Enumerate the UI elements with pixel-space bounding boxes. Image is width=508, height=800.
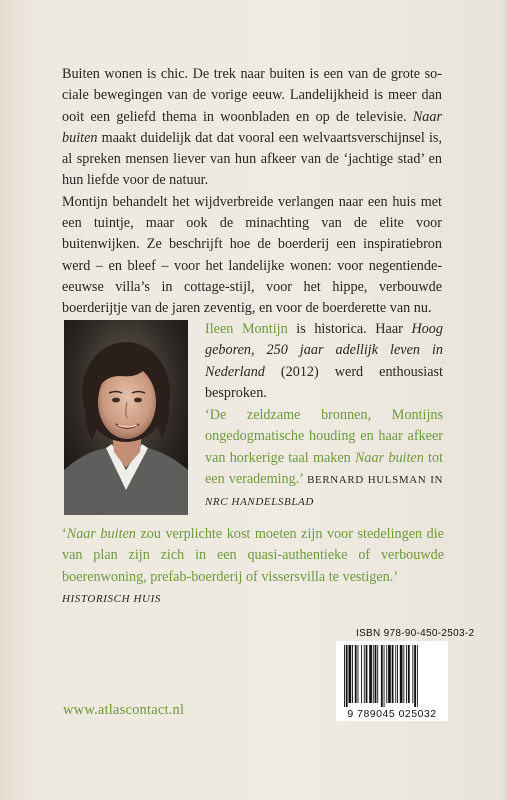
barcode-bar	[364, 645, 365, 703]
author-previous-book: Hoog geboren, 250 jaar adellijk leven in Nederland	[205, 321, 443, 380]
barcode-bar	[388, 645, 391, 703]
review-quote-nrc	[205, 405, 443, 513]
blurb-paragraph-1	[62, 64, 442, 192]
author-portrait-illustration	[64, 320, 188, 515]
barcode-bar	[355, 645, 357, 703]
barcode-bar	[346, 645, 348, 707]
barcode-bar	[384, 645, 385, 707]
blurb-p1-text-a: Buiten wonen is chic. De trek naar buiten is een van de grote so-ciale bewegingen van de vorige eeuw. Landelijkheid is meer dan ooit een geliefd thema in woonbladen en op de televisie.	[62, 66, 442, 125]
barcode-bar	[344, 645, 345, 707]
review-quote-nrc-author: BERNARD HULSMAN IN	[307, 473, 444, 486]
author-bio-text-b: (2012) werd enthousiast besproken.	[205, 363, 443, 401]
barcode-bar	[397, 645, 398, 703]
cover-edge-shadow	[502, 0, 508, 800]
barcode	[336, 641, 448, 721]
barcode-bar	[406, 645, 407, 703]
barcode-bar	[386, 645, 387, 703]
barcode-digits: 9 789045 025032	[347, 708, 437, 720]
review-quote-historisch-huis	[62, 524, 444, 610]
blurb-p1-book-title: Naar buiten	[62, 108, 442, 146]
publisher-website[interactable]: www.atlascontact.nl	[63, 702, 185, 718]
barcode-bar	[366, 645, 368, 703]
blurb-p1-text-b: maakt duidelijk dat dat vooral een welvaartsverschijnsel is, al spreken mensen liever van hun afkeer van de ‘jachtige stad’ en hun liefde voor de natuur.	[62, 129, 442, 189]
barcode-bar	[395, 645, 396, 703]
barcode-bar	[400, 645, 403, 703]
review-quote-nrc-publication: NRC HANDELSBLAD	[205, 496, 314, 509]
review-quote-hh-book-title: Naar buiten	[66, 526, 136, 542]
barcode-bar	[358, 645, 359, 703]
barcode-bar	[352, 645, 353, 703]
barcode-bars	[336, 641, 448, 707]
barcode-bar	[381, 645, 383, 707]
barcode-bar	[392, 645, 394, 703]
barcode-bar	[373, 645, 374, 703]
barcode-bar	[377, 645, 378, 703]
isbn-label: ISBN 978-90-450-2503-2	[356, 628, 475, 639]
author-photo	[64, 320, 188, 515]
barcode-bar	[375, 645, 377, 703]
author-bio-text-a: is historica. Haar	[287, 321, 412, 337]
barcode-bar	[403, 645, 404, 703]
barcode-bar	[369, 645, 372, 703]
blurb-paragraph-2: Montijn behandelt het wijdverbreide verlangen naar een huis met een tuintje, maar ook de minachting van de elite voor buitenwijken. Ze beschrijft hoe de boerderij een inspiratiebron werd – en bleef – voor het landelijke wonen: voor negentiende-eeuwse villa’s in cottage-stijl, voor het hippe, verbouwde boerderijtje van de jaren zeventig, en voor de boerderette van nu.	[62, 193, 442, 317]
barcode-bar	[414, 645, 416, 707]
review-quote-nrc-book-title: Naar buiten	[354, 449, 424, 466]
review-quote-nrc-text-b: tot een verademing.’	[205, 449, 443, 487]
review-quote-hh-source: HISTORISCH HUIS	[62, 592, 161, 605]
barcode-bar	[349, 645, 352, 703]
review-quote-hh-text: zou verplichte kost moeten zijn voor stedelingen die van plan zijn zich in een quasi-authentieke of verbouwde boerenwoning, prefab-boerderij of vissersvilla te vestigen.’	[62, 526, 444, 585]
barcode-bar	[361, 645, 362, 703]
barcode-bar	[412, 645, 413, 703]
review-quote-nrc-text-a: ‘De zeldzame bronnen, Montijns ongedogmatische houding en haar afkeer van horkerige taal maken	[205, 407, 443, 466]
review-quote-hh-open: ‘	[62, 526, 67, 542]
author-name: Ileen Montijn	[205, 321, 288, 337]
author-bio	[205, 319, 443, 404]
barcode-bar	[417, 645, 418, 707]
barcode-bar	[408, 645, 410, 703]
blurb-text	[62, 64, 442, 320]
